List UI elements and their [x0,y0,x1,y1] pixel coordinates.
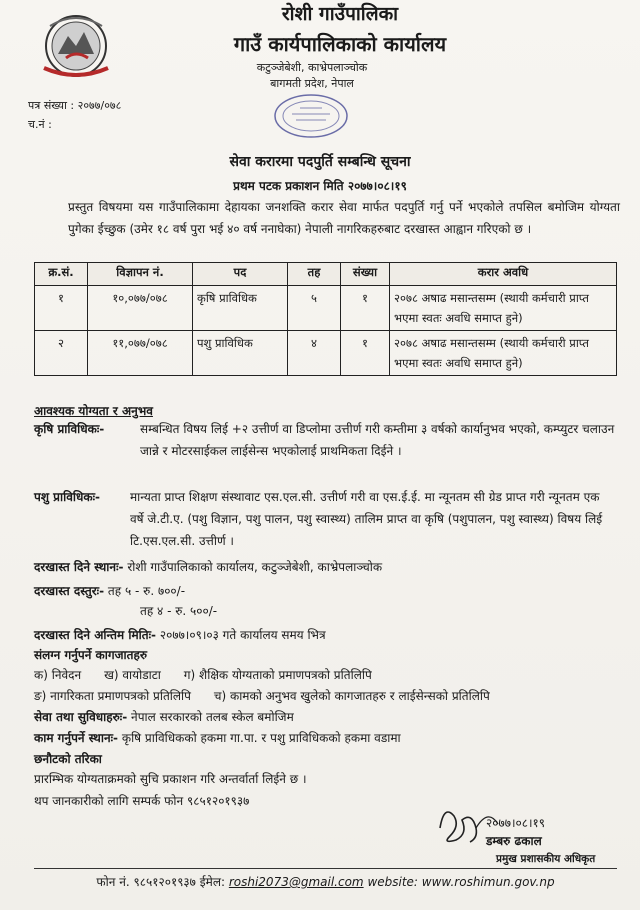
cell-count: १ [341,331,390,376]
footer [34,873,617,890]
deadline-value: २०७७।०९।०३ गते कार्यालय समय भित्र [159,628,326,642]
cell-post: कृषि प्राविधिक [193,286,288,331]
col-level: तह [288,263,341,286]
table-row [35,286,617,331]
place-label: दरखास्त दिने स्थानः- [34,560,124,574]
cell-serial: २ [35,331,88,376]
facilities-value: नेपाल सरकारको तलब स्केल बमोजिम [131,710,294,724]
agri-requirements: सम्बन्धित विषय लिई +२ उत्तीर्ण वा डिप्लोमा उत्तीर्ण गरी कम्तीमा ३ वर्षको कार्यानुभव भएको, कम्प्युटर चलाउन जान्ने र मोटरसाईकल लाईसेन्स भएकोलाई प्राथमिकता दिईने । [140,422,615,458]
office-name: गाउँ कार्यपालिकाको कार्यालय [233,32,447,56]
table-row [35,331,617,376]
work-place-label: काम गर्नुपर्ने स्थानः- [34,731,119,745]
signatory-name: डम्बरु ढकाल [486,834,542,848]
cell-contract-period: २०७८ अषाढ मसान्तसम्म (स्थायी कर्मचारी प्राप्त भएमा स्वतः अवधि समाप्त हुने) [390,331,617,376]
cell-contract-period: २०७८ अषाढ मसान्तसम्म (स्थायी कर्मचारी प्राप्त भएमा स्वतः अवधि समाप्त हुने) [390,286,617,331]
place-value: रोशी गाउँपालिकाको कार्यालय, कटुञ्जेबेशी, काभ्रेपलाञ्चोक [127,560,383,574]
org-name: रोशी गाउँपालिका [281,3,399,25]
col-count: संख्या [341,263,390,286]
col-contract-period: करार अवधि [390,263,617,286]
intro-paragraph [34,196,620,240]
footer-divider [34,868,617,869]
selection-heading: छनौटको तरिका [34,752,102,766]
documents-line-1: क) निवेदन ख) वायोडाटा ग) शैक्षिक योग्यताको प्रमाणपत्रको प्रतिलिपि [34,668,372,682]
fee-level-4: तह ४ - रु. ५००/- [140,604,218,618]
vacancy-table [34,262,617,376]
cell-level: ४ [288,331,341,376]
fee-level-5: तह ५ - रु. ७००/- [107,584,186,598]
documents-line-2: ङ) नागरिकता प्रमाणपत्रको प्रतिलिपि च) कामको अनुभव खुलेको कागजातहरु र लाईसेन्सको प्रतिलिपि [34,689,490,703]
footer-website-label: website: [367,875,418,889]
deadline-label: दरखास्त दिने अन्तिम मितिः- [34,628,157,642]
address-line-2: बागमती प्रदेश, नेपाल [270,77,354,90]
facilities [34,706,294,728]
contact-info: थप जानकारीको लागि सम्पर्क फोन ९८५१२०१९३७ [34,794,250,808]
dispatch-number: च.नं : [28,118,52,131]
application-fee [34,580,185,602]
footer-website[interactable]: www.roshimun.gov.np [421,875,555,889]
address-line-1: कटुञ्जेबेशी, काभ्रेपलाञ्चोक [256,61,368,74]
application-deadline [34,624,326,646]
footer-phone: फोन नं. ९८५१२०१९३७ [96,875,196,889]
col-serial: क्र.सं. [35,263,88,286]
publish-date: प्रथम पटक प्रकाशन मिति २०७७।०८।१९ [233,179,407,193]
office-stamp-icon [272,92,350,140]
facilities-label: सेवा तथा सुविधाहरुः- [34,710,128,724]
intro-text: प्रस्तुत विषयमा यस गाउँपालिकामा देहायका जनशक्ति करार सेवा मार्फत पदपुर्ति गर्नु पर्ने भएकोले तपसिल बमोजिम योग्यता पुगेका ईच्छुक (उमेर १८ वर्ष पुरा भई ४० वर्ष ननाघेका) नेपाली नागरिकहरुबाट दरखास्त आह्वान गरिएको छ । [68,200,620,236]
footer-email-label: ईमेल: [199,875,225,889]
cell-level: ५ [288,286,341,331]
nepal-emblem-icon [30,10,122,80]
agri-label: कृषि प्राविधिकः- [34,422,105,436]
qualifications-heading: आवश्यक योग्यता र अनुभव [34,404,153,418]
vet-requirements: मान्यता प्राप्त शिक्षण संस्थावाट एस.एल.सी. उत्तीर्ण गरी वा एस.ई.ई. मा न्यूनतम सी ग्रेड प्राप्त गरी न्यूनतम एक वर्षे जे.टी.ए. (पशु विज्ञान, पशु पालन, पशु स्वास्थ्य) तालिम प्राप्त वा कृषि (पशुपालन, पशु स्वास्थ्य) विषय लिई टि.एस.एल.सी. उत्तीर्ण । [130,490,603,548]
cell-count: १ [341,286,390,331]
reference-number: पत्र संख्या : २०७७/०७८ [28,99,122,112]
table-header-row [35,263,617,286]
col-ad-number: विज्ञापन नं. [88,263,193,286]
cell-serial: १ [35,286,88,331]
col-post: पद [193,263,288,286]
fee-label: दरखास्त दस्तुरः- [34,584,105,598]
application-place [34,556,382,578]
work-place-value: कृषि प्राविधिकको हकमा गा.पा. र पशु प्राविधिकको हकमा वडामा [121,731,401,745]
notice-title: सेवा करारमा पदपुर्ति सम्बन्धि सूचना [229,154,411,170]
vet-label: पशु प्राविधिकः- [34,490,100,504]
cell-ad-number: ११,०७७/०७८ [88,331,193,376]
signatory-title: प्रमुख प्रशासकीय अधिकृत [496,853,596,865]
cell-ad-number: १०,०७७/०७८ [88,286,193,331]
cell-post: पशु प्राविधिक [193,331,288,376]
selection-method: प्रारम्भिक योग्यताक्रमको सुचि प्रकाशन गरि अन्तर्वार्ता लिईने छ । [34,772,307,786]
work-place [34,727,401,749]
signature-date: २०७७।०८।१९ [486,816,546,830]
documents-heading: संलग्न गर्नुपर्ने कागजातहरु [34,648,148,662]
footer-email[interactable]: roshi2073@gmail.com [228,875,364,889]
